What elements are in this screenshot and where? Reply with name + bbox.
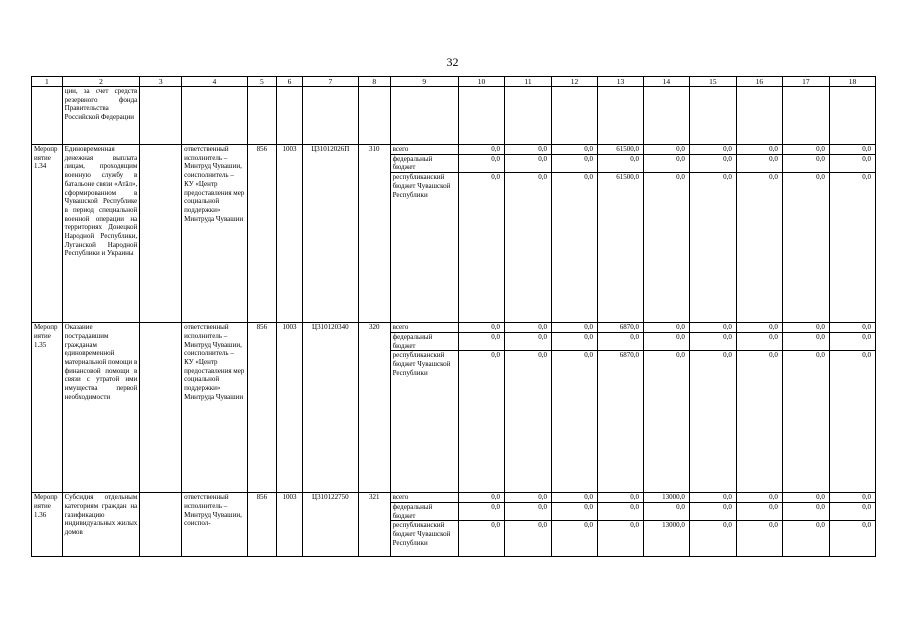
empty-cell bbox=[140, 323, 182, 493]
event-executor: ответственный исполнитель – Минтруд Чувашии, соисполнитель – КУ «Центр предоставления мер социальной поддержки» Минтруда Чувашии bbox=[182, 323, 247, 493]
header-cell: 1 bbox=[32, 77, 63, 87]
amount-cell: 0,0 bbox=[689, 145, 736, 155]
header-cell: 13 bbox=[597, 77, 643, 87]
amount-cell: 0,0 bbox=[829, 173, 875, 323]
funding-source: всего bbox=[390, 145, 458, 155]
amount-cell: 0,0 bbox=[552, 493, 598, 503]
amount-cell: 0,0 bbox=[552, 154, 598, 172]
amount-cell: 0,0 bbox=[597, 502, 643, 520]
amount-cell: 0,0 bbox=[829, 154, 875, 172]
amount-cell: 0,0 bbox=[597, 154, 643, 172]
header-row bbox=[32, 77, 876, 87]
amount-cell: 0,0 bbox=[736, 145, 782, 155]
amount-cell: 0,0 bbox=[643, 154, 689, 172]
amount-cell: 0,0 bbox=[829, 502, 875, 520]
amount-cell: 0,0 bbox=[459, 521, 505, 557]
event-description: Оказание пострадавшим гражданам единовременной материальной помощи в финансовой помощи в связи с утратой ими имущества первой необходимости bbox=[62, 323, 140, 493]
amount-cell: 0,0 bbox=[782, 521, 829, 557]
amount-cell: 0,0 bbox=[505, 173, 552, 323]
amount-cell: 0,0 bbox=[552, 145, 598, 155]
amount-cell: 0,0 bbox=[597, 493, 643, 503]
amount-cell: 0,0 bbox=[689, 154, 736, 172]
amount-cell: 0,0 bbox=[505, 521, 552, 557]
amount-cell: 0,0 bbox=[505, 493, 552, 503]
amount-cell: 0,0 bbox=[459, 502, 505, 520]
amount-cell: 0,0 bbox=[459, 154, 505, 172]
empty-cell bbox=[140, 493, 182, 557]
header-cell: 16 bbox=[736, 77, 782, 87]
amount-cell: 0,0 bbox=[689, 323, 736, 333]
amount-cell: 0,0 bbox=[552, 502, 598, 520]
header-cell: 17 bbox=[782, 77, 829, 87]
amount-cell: 0,0 bbox=[459, 323, 505, 333]
rzpr-code: 1003 bbox=[277, 145, 303, 323]
amount-cell: 0,0 bbox=[782, 332, 829, 350]
amount-cell: 0,0 bbox=[552, 521, 598, 557]
amount-cell: 0,0 bbox=[829, 145, 875, 155]
header-cell: 12 bbox=[552, 77, 598, 87]
event-description: Субсидия отдельным категориям граждан на газификацию индивидуальных жилых домов bbox=[62, 493, 140, 557]
table-row bbox=[32, 145, 876, 155]
budget-table bbox=[31, 76, 876, 557]
funding-source: федеральный бюджет bbox=[390, 154, 458, 172]
funding-source: всего bbox=[390, 323, 458, 333]
rzpr-code: 1003 bbox=[277, 323, 303, 493]
amount-cell: 0,0 bbox=[736, 154, 782, 172]
continuation-description: ции, за счет средств резервного фонда Правительства Российской Федерации bbox=[62, 87, 140, 145]
amount-cell: 0,0 bbox=[782, 154, 829, 172]
header-cell: 9 bbox=[390, 77, 458, 87]
amount-cell: 0,0 bbox=[829, 351, 875, 493]
funding-source: республиканский бюджет Чувашской Республики bbox=[390, 173, 458, 323]
amount-cell: 0,0 bbox=[782, 351, 829, 493]
amount-cell: 0,0 bbox=[643, 323, 689, 333]
amount-cell: 0,0 bbox=[505, 154, 552, 172]
amount-cell: 0,0 bbox=[782, 173, 829, 323]
amount-cell: 0,0 bbox=[782, 323, 829, 333]
table-row bbox=[32, 493, 876, 503]
amount-cell: 0,0 bbox=[459, 351, 505, 493]
amount-cell: 0,0 bbox=[459, 332, 505, 350]
funding-source: всего bbox=[390, 493, 458, 503]
amount-cell: 0,0 bbox=[552, 173, 598, 323]
amount-cell: 0,0 bbox=[552, 323, 598, 333]
event-label: Мероприятие 1.34 bbox=[32, 145, 63, 323]
header-cell: 5 bbox=[247, 77, 277, 87]
amount-cell: 0,0 bbox=[505, 323, 552, 333]
grbs-code: 856 bbox=[247, 145, 277, 323]
amount-cell: 0,0 bbox=[736, 521, 782, 557]
amount-cell: 0,0 bbox=[643, 332, 689, 350]
amount-cell: 0,0 bbox=[829, 323, 875, 333]
header-cell: 7 bbox=[302, 77, 358, 87]
amount-cell: 0,0 bbox=[505, 351, 552, 493]
amount-cell: 6870,0 bbox=[597, 323, 643, 333]
amount-cell: 0,0 bbox=[643, 145, 689, 155]
empty-cell bbox=[140, 145, 182, 323]
funding-source: федеральный бюджет bbox=[390, 332, 458, 350]
amount-cell: 0,0 bbox=[505, 145, 552, 155]
rzpr-code: 1003 bbox=[277, 493, 303, 557]
amount-cell: 0,0 bbox=[689, 332, 736, 350]
amount-cell: 0,0 bbox=[597, 521, 643, 557]
amount-cell: 0,0 bbox=[552, 332, 598, 350]
continuation-row bbox=[32, 87, 876, 145]
amount-cell: 0,0 bbox=[552, 351, 598, 493]
funding-source: федеральный бюджет bbox=[390, 502, 458, 520]
amount-cell: 0,0 bbox=[782, 493, 829, 503]
grbs-code: 856 bbox=[247, 323, 277, 493]
amount-cell: 0,0 bbox=[689, 173, 736, 323]
amount-cell: 0,0 bbox=[689, 493, 736, 503]
amount-cell: 0,0 bbox=[459, 145, 505, 155]
event-executor: ответственный исполнитель – Минтруд Чувашии, соисполнитель – КУ «Центр предоставления мер социальной поддержки» Минтруда Чувашии bbox=[182, 145, 247, 323]
event-executor: ответственный исполнитель – Минтруд Чувашии, соиспол- bbox=[182, 493, 247, 557]
funding-source: республиканский бюджет Чувашской Республики bbox=[390, 351, 458, 493]
amount-cell: 0,0 bbox=[736, 502, 782, 520]
header-cell: 18 bbox=[829, 77, 875, 87]
amount-cell: 0,0 bbox=[643, 173, 689, 323]
amount-cell: 0,0 bbox=[459, 493, 505, 503]
amount-cell: 0,0 bbox=[736, 493, 782, 503]
amount-cell: 0,0 bbox=[782, 502, 829, 520]
table-row bbox=[32, 323, 876, 333]
amount-cell: 0,0 bbox=[829, 332, 875, 350]
amount-cell: 0,0 bbox=[736, 323, 782, 333]
amount-cell: 0,0 bbox=[689, 521, 736, 557]
vr-code: 320 bbox=[358, 323, 390, 493]
amount-cell: 0,0 bbox=[597, 332, 643, 350]
amount-cell: 0,0 bbox=[689, 351, 736, 493]
header-cell: 8 bbox=[358, 77, 390, 87]
amount-cell: 13000,0 bbox=[643, 521, 689, 557]
amount-cell: 13000,0 bbox=[643, 493, 689, 503]
amount-cell: 0,0 bbox=[459, 173, 505, 323]
amount-cell: 0,0 bbox=[736, 332, 782, 350]
header-cell: 11 bbox=[505, 77, 552, 87]
header-cell: 2 bbox=[62, 77, 140, 87]
header-cell: 15 bbox=[689, 77, 736, 87]
csr-code: Ц310120340 bbox=[302, 323, 358, 493]
amount-cell: 0,0 bbox=[829, 521, 875, 557]
amount-cell: 0,0 bbox=[689, 502, 736, 520]
header-cell: 4 bbox=[182, 77, 247, 87]
header-cell: 6 bbox=[277, 77, 303, 87]
amount-cell: 0,0 bbox=[505, 502, 552, 520]
amount-cell: 0,0 bbox=[829, 493, 875, 503]
amount-cell: 0,0 bbox=[736, 351, 782, 493]
header-cell: 14 bbox=[643, 77, 689, 87]
csr-code: Ц310122750 bbox=[302, 493, 358, 557]
amount-cell: 0,0 bbox=[782, 145, 829, 155]
header-cell: 10 bbox=[459, 77, 505, 87]
amount-cell: 6870,0 bbox=[597, 351, 643, 493]
amount-cell: 0,0 bbox=[643, 502, 689, 520]
vr-code: 310 bbox=[358, 145, 390, 323]
grbs-code: 856 bbox=[247, 493, 277, 557]
amount-cell: 0,0 bbox=[643, 351, 689, 493]
amount-cell: 61500,0 bbox=[597, 173, 643, 323]
page-number: 32 bbox=[446, 55, 459, 69]
csr-code: Ц31012026П bbox=[302, 145, 358, 323]
event-label: Мероприятие 1.35 bbox=[32, 323, 63, 493]
amount-cell: 0,0 bbox=[736, 173, 782, 323]
event-description: Единовременная денежная выплата лицам, проходящим военную службу в батальоне связи «Атӑл», сформированном в Чувашской Республике в период специальной военной операции на территориях Донецкой Народной Республики, Луганской Народной Республики и Украины bbox=[62, 145, 140, 323]
funding-source: республиканский бюджет Чувашской Республики bbox=[390, 521, 458, 557]
header-cell: 3 bbox=[140, 77, 182, 87]
amount-cell: 61500,0 bbox=[597, 145, 643, 155]
vr-code: 321 bbox=[358, 493, 390, 557]
event-label: Мероприятие 1.36 bbox=[32, 493, 63, 557]
amount-cell: 0,0 bbox=[505, 332, 552, 350]
